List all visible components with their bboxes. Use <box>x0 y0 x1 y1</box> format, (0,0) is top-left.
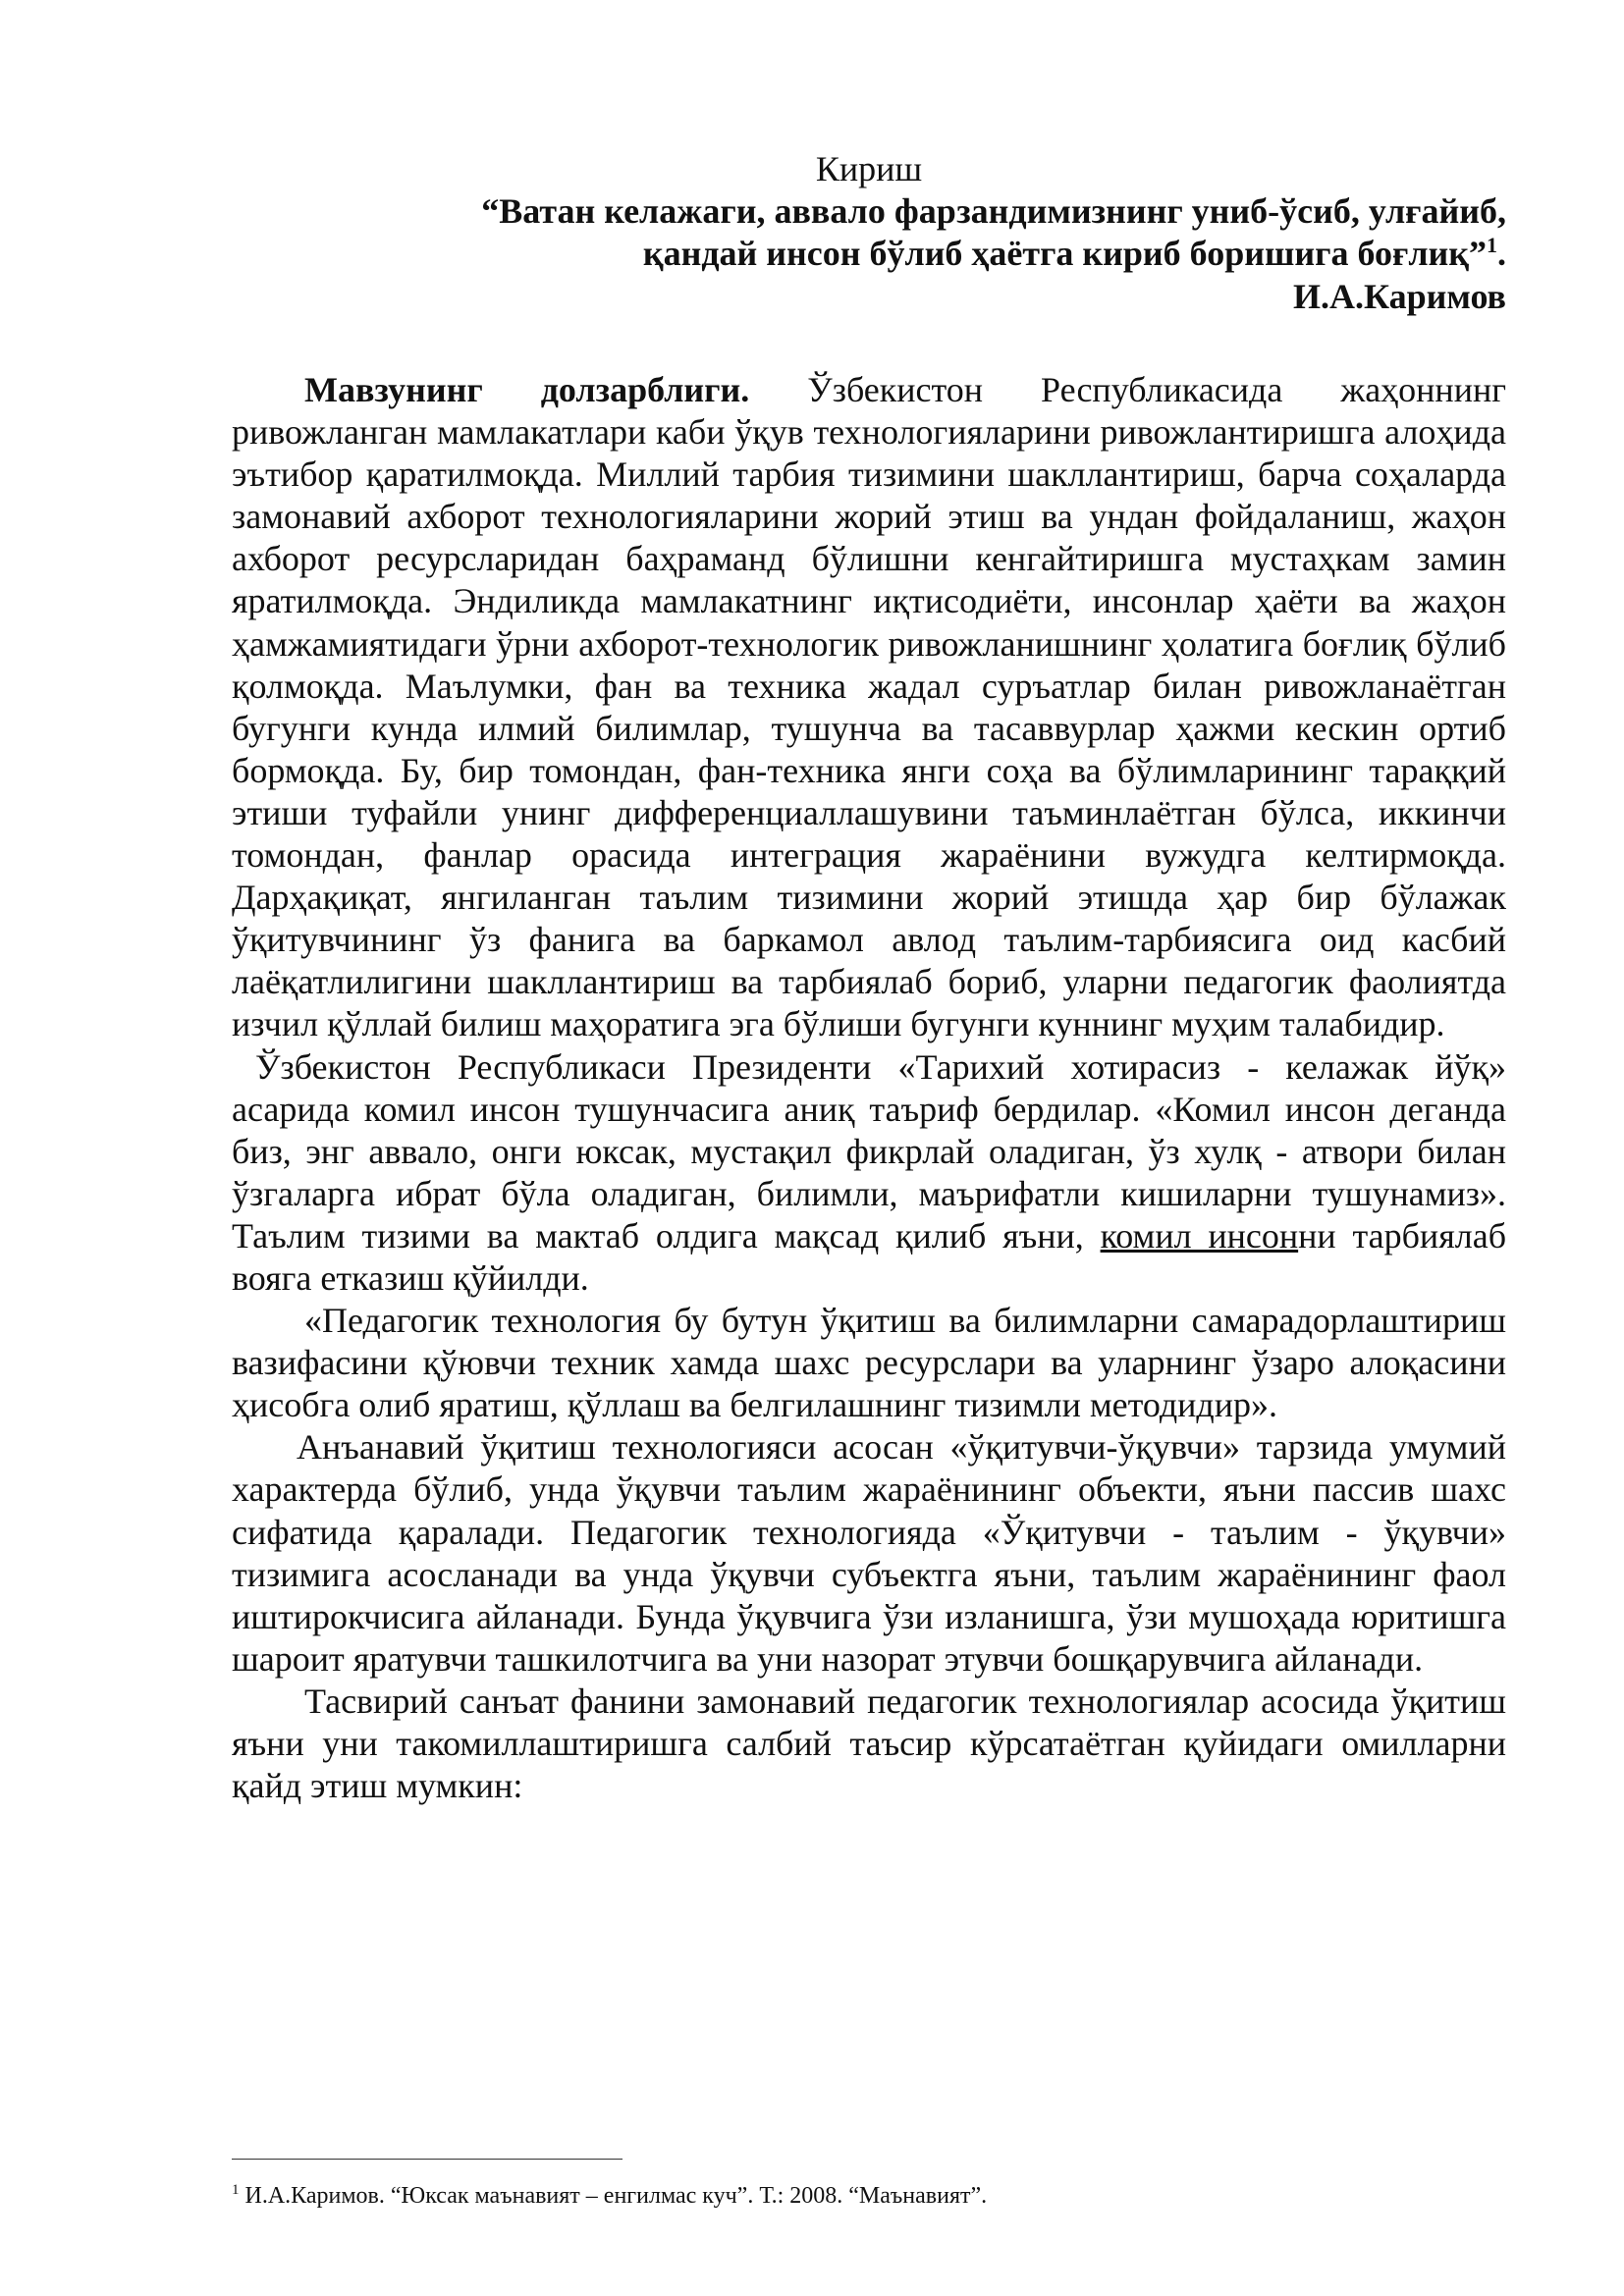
paragraph-lead-title: Мавзунинг долзарблиги. <box>304 370 750 409</box>
footnote-reference: 1 <box>1487 233 1497 257</box>
epigraph-line-1: “Ватан келажаги, аввало фарзандимизнинг униб-ўсиб, улғайиб, <box>481 191 1506 231</box>
section-heading: Кириш <box>815 149 923 188</box>
footnote-text: И.А.Каримов. “Юксак маънавият – енгилмас куч”. Т.: 2008. “Маънавият”. <box>239 2183 988 2209</box>
paragraph-relevance-text: Ўзбекистон Республикасида жаҳоннинг ривожланган мамлакатлари каби ўқув технологияларини ривожлантиришга алоҳида эътибор қаратилмоқда. Миллий тарбия тизимини шакллантириш, барча соҳаларда замонавий ахборот технологияларини жорий этиш ва ундан фойдаланиш, жаҳон ахборот ресурсларидан баҳраманд бўлишни кенгайтиришга мустаҳкам замин яратилмоқда. Эндиликда мамлакатнинг иқтисодиёти, инсонлар ҳаёти ва жаҳон ҳамжамиятидаги ўрни ахборот-технологик ривожланишнинг ҳолатига боғлиқ бўлиб қолмоқда. Маълумки, фан ва техника жадал суръатлар билан ривожланаётган бугунги кунда илмий билимлар, тушунча ва тасаввурлар ҳажми кескин ортиб бормоқда. Бу, бир томондан, фан-техника янги соҳа ва бўлимларининг тараққий этиши туфайли унинг дифференциаллашувини таъминлаётган бўлса, иккинчи томондан, фанлар орасида интеграция жараёнини вужудга келтирмоқда. Дарҳақиқат, янгиланган таълим тизимини жорий этишда ҳар бир бўлажак ўқитувчининг ўз фанига ва баркамол авлод таълим-тарбиясига оид касбий лаёқатлилигини шакллантириш ва тарбиялаб бориб, уларни педагогик фаолиятда изчил қўллай билиш маҳоратига эга бўлиши бугунги куннинг муҳим талабидир. <box>232 370 1506 1044</box>
paragraph-traditional-teaching: Анъанавий ўқитиш технологияси асосан «ўқитувчи-ўқувчи» тарзида умумий характерда бўлиб, унда ўқувчи таълим жараёнининг объекти, яъни пассив шахс сифатида қаралади. Педагогик технологияда «Ўқитувчи - таълим - ўқувчи» тизимига асосланади ва унда ўқувчи субъектга яъни, таълим жараёнининг фаол иштирокчисига айланади. Бунда ўқувчига ўзи изланишга, ўзи мушоҳада юритишга шароит яратувчи ташкилотчига ва уни назорат этувчи бошқарувчига айланади. <box>232 1427 1506 1679</box>
paragraph-relevance <box>232 369 1506 1046</box>
paragraph-president-quote <box>232 1046 1506 1301</box>
paragraph-president-text-b: ни тарбиялаб вояга етказиш қўйилди. <box>232 1215 1507 1298</box>
footnote-divider <box>232 2159 623 2160</box>
epigraph-quote <box>232 190 1506 275</box>
footnote <box>232 2181 1506 2211</box>
paragraph-fine-art: Тасвирий санъат фанини замонавий педагогик технологиялар асосида ўқитиш яъни уни такомиллаштиришга салбий таъсир кўрсатаётган қуйидаги омилларни қайд этиш мумкин: <box>232 1681 1506 1806</box>
epigraph-author: И.А.Каримов <box>1293 277 1506 316</box>
underlined-term: комил инсон <box>1100 1215 1299 1255</box>
document-page <box>232 147 1506 1807</box>
paragraph-president-text-a: Ўзбекистон Республикаси Президенти «Тарихий хотирасиз - келажак йўқ» асарида комил инсон тушунчасига аниқ таъриф бердилар. «Комил инсон деганда биз, энг аввало, онги юксак, мустақил фикрлай оладиган, ўз хулқ - атвори билан ўзгаларга ибрат бўла оладиган, билимли, маърифатли кишиларни тушунамиз». Таълим тизими ва мактаб олдига мақсад қилиб яъни, <box>232 1046 1506 1255</box>
footnote-number: 1 <box>232 2182 240 2198</box>
epigraph-end-punct: . <box>1497 234 1506 273</box>
paragraph-pedagogical-technology: «Педагогик технология бу бутун ўқитиш ва билимларни самарадорлаштириш вазифасини қўювчи техник хамда шахс ресурслари ва уларнинг ўзаро алоқасини ҳисобга олиб яратиш, қўллаш ва белгилашнинг тизимли методидир». <box>232 1301 1506 1425</box>
epigraph-line-2: қандай инсон бўлиб ҳаётга кириб боришига боғлиқ” <box>642 234 1487 273</box>
